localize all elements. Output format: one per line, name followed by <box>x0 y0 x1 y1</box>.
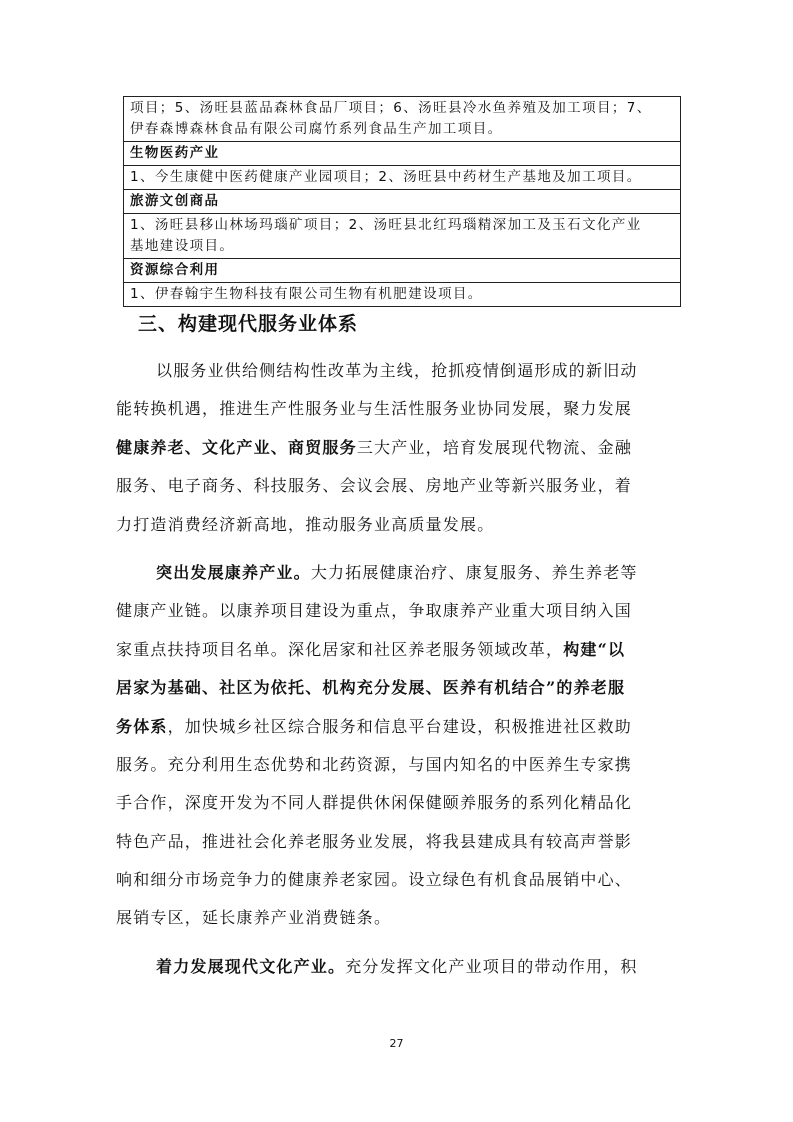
project-list-cell <box>124 166 681 190</box>
text-segment: 响和细分市场竞争力的健康养老家园。设立绿色有机食品展销中心、 <box>116 870 633 890</box>
project-list-cell <box>124 214 681 259</box>
text-line <box>116 708 696 746</box>
project-row <box>124 97 681 142</box>
category-row <box>124 190 681 214</box>
text-line <box>116 669 696 707</box>
paragraph <box>116 554 696 938</box>
paragraph-gap <box>116 938 696 948</box>
emphasis-text: 居家为基础、社区为依托、机构充分发展、医养有机结合”的养老服 <box>116 678 626 698</box>
body-text <box>116 352 696 986</box>
text-line <box>116 390 696 428</box>
text-segment: ，加快城乡社区综合服务和信息平台建设，积极推进社区救助 <box>167 716 633 736</box>
text-segment: 服务、电子商务、科技服务、会议会展、房地产业等新兴服务业，着 <box>116 476 633 496</box>
emphasis-text: 构建“以 <box>563 639 626 659</box>
project-row <box>124 283 681 307</box>
cell-line: 1、伊春翰宇生物科技有限公司生物有机肥建设项目。 <box>130 286 483 302</box>
text-segment: 能转换机遇，推进生产性服务业与生活性服务业协同发展，聚力发展 <box>116 399 633 419</box>
section-title: 三、构建现代服务业体系 <box>138 313 359 335</box>
text-line <box>116 554 696 592</box>
emphasis-text: 务体系 <box>116 716 168 736</box>
cell-line: 基地建设项目。 <box>130 238 235 254</box>
emphasis-text: 着力发展现代文化产业。 <box>156 956 346 976</box>
text-segment: 大力拓展健康治疗、康复服务、养生养老等 <box>310 562 638 582</box>
text-line <box>116 784 696 822</box>
emphasis-text: 健康养老、文化产业、商贸服务 <box>116 437 357 457</box>
text-line <box>116 352 696 390</box>
paragraph <box>116 352 696 544</box>
cell-line: 1、汤旺县移山林场玛瑙矿项目；2、汤旺县北红玛瑙精深加工及玉石文化产业 <box>130 217 642 233</box>
text-line <box>116 592 696 630</box>
paragraph <box>116 948 696 986</box>
text-line <box>116 948 696 986</box>
text-segment: 以服务业供给侧结构性改革为主线，抢抓疫情倒逼形成的新旧动 <box>156 361 638 380</box>
text-segment: 手合作，深度开发为不同人群提供休闲保健颐养服务的系列化精品化 <box>116 793 633 813</box>
text-segment: 健康产业链。以康养项目建设为重点，争取康养产业重大项目纳入国 <box>116 601 633 621</box>
text-segment: 特色产品，推进社会化养老服务业发展，将我县建成具有较高声誉影 <box>116 831 633 851</box>
cell-line: 伊春森博森林食品有限公司腐竹系列食品生产加工项目。 <box>130 121 503 137</box>
project-row <box>124 214 681 259</box>
category-header: 旅游文创商品 <box>124 190 681 214</box>
emphasis-text: 突出发展康养产业。 <box>156 562 311 582</box>
text-segment: 服务。充分利用生态优势和北药资源，与国内知名的中医养生专家携 <box>116 754 633 774</box>
text-segment: 家重点扶持项目名单。深化居家和社区养老服务领域改革， <box>116 639 564 659</box>
cell-line: 项目；5、汤旺县蓝品森林食品厂项目；6、汤旺县冷水鱼养殖及加工项目；7、 <box>130 100 652 116</box>
text-segment: 三大产业，培育发展现代物流、金融 <box>356 437 633 457</box>
paragraph-gap <box>116 544 696 554</box>
project-list-cell <box>124 283 681 307</box>
text-segment: 充分发挥文化产业项目的带动作用，积 <box>345 956 638 976</box>
text-segment: 展销专区，延长康养产业消费链条。 <box>116 908 392 928</box>
cell-line: 1、今生康健中医药健康产业园项目；2、汤旺县中药材生产基地及加工项目。 <box>130 169 642 185</box>
text-line <box>116 746 696 784</box>
text-segment: 力打造消费经济新高地，推动服务业高质量发展。 <box>116 514 495 534</box>
text-line <box>116 429 696 467</box>
category-header: 生物医药产业 <box>124 142 681 166</box>
category-row <box>124 142 681 166</box>
text-line <box>116 506 696 544</box>
text-line <box>116 823 696 861</box>
project-list-cell <box>124 97 681 142</box>
category-header: 资源综合利用 <box>124 259 681 283</box>
category-row <box>124 259 681 283</box>
text-line <box>116 631 696 669</box>
text-line <box>116 899 696 937</box>
page-number: 27 <box>389 1037 404 1050</box>
text-line <box>116 861 696 899</box>
project-table <box>123 96 681 307</box>
text-line <box>116 467 696 505</box>
project-row <box>124 166 681 190</box>
